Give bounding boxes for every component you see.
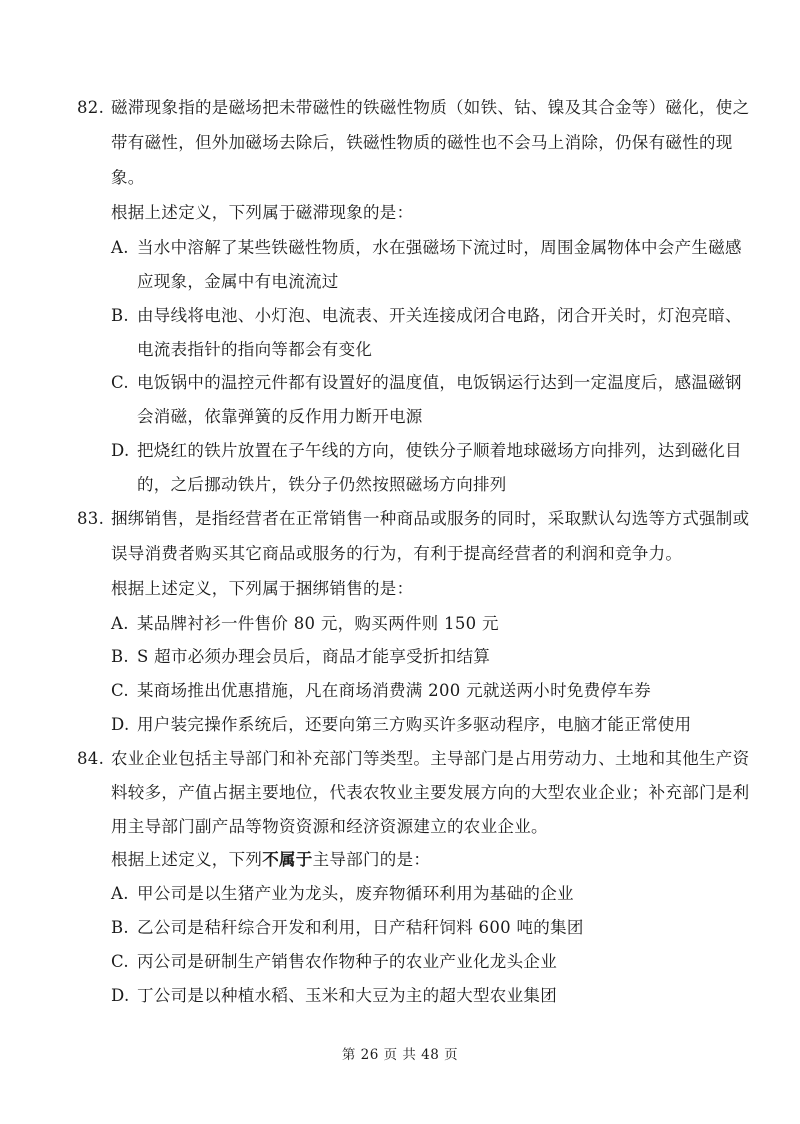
prompt-emphasis: 不属于 [262,850,313,869]
option-letter-c: C. [111,373,129,392]
option-a-text: 某品牌衬衫一件售价 80 元，购买两件则 150 元 [137,614,499,633]
question-prompt [111,202,413,224]
question-stem-line: 磁滞现象指的是磁场把未带磁性的铁磁性物质（如铁、钴、镍及其合金等）磁化，使之 [111,98,750,117]
option-letter-a: A. [111,884,129,903]
option-c-text: 丙公司是研制生产销售农作物种子的农业产业化龙头企业 [137,952,557,971]
question-stem-line: 料较多，产值占据主要地位，代表农牧业主要发展方向的大型农业企业；补充部门是利 [111,783,750,802]
option-b-text: 乙公司是秸秆综合开发和利用，日产秸秆饲料 600 吨的集团 [137,918,584,937]
option-b-text: 由导线将电池、小灯泡、电流表、开关连接成闭合电路，闭合开关时，灯泡亮暗、 [137,306,742,325]
page-footer: 第 26 页 共 48 页 [341,1047,459,1063]
option-c-text-cont: 会消磁，依靠弹簧的反作用力断开电源 [137,407,423,426]
question-stem-line: 带有磁性，但外加磁场去除后，铁磁性物质的磁性也不会马上消除，仍保有磁性的现 [111,133,733,152]
option-c-text: 电饭锅中的温控元件都有设置好的温度值，电饭锅运行达到一定温度后，感温磁钢 [137,373,742,392]
option-letter-c: C. [111,952,129,971]
option-b-text: S 超市必须办理会员后，商品才能享受折扣结算 [137,647,491,666]
option-b-text-cont: 电流表指针的指向等都会有变化 [137,340,373,359]
option-a-text: 甲公司是以生猪产业为龙头，废弃物循环利用为基础的企业 [137,884,574,903]
option-letter-d: D. [111,441,130,460]
option-letter-b: B. [111,647,129,666]
question-stem-line: 用主导部门副产品等物资资源和经济资源建立的农业企业。 [111,817,548,836]
option-letter-d: D. [111,986,130,1005]
question-number: 82. [77,98,105,117]
option-letter-a: A. [111,614,129,633]
option-a-text: 当水中溶解了某些铁磁性物质，水在强磁场下流过时，周围金属物体中会产生磁感 [137,238,742,257]
option-letter-c: C. [111,681,129,700]
question-stem-line: 捆绑销售，是指经营者在正常销售一种商品或服务的同时，采取默认勾选等方式强制或 [111,509,750,528]
prompt-text: 根据上述定义，下列 [111,850,263,869]
option-d-text: 丁公司是以种植水稻、玉米和大豆为主的超大型农业集团 [137,986,557,1005]
question-stem-line: 象。 [111,168,145,187]
question-prompt [111,849,430,871]
option-letter-b: B. [111,918,129,937]
option-d-text: 用户装完操作系统后，还要向第三方购买许多驱动程序，电脑才能正常使用 [137,715,692,734]
option-d-text: 把烧红的铁片放置在子午线的方向，使铁分子顺着地球磁场方向排列，达到磁化目 [137,441,742,460]
prompt-text: 根据上述定义，下列属于磁滞现象的是： [111,203,414,222]
option-c-text: 某商场推出优惠措施，凡在商场消费满 200 元就送两小时免费停车券 [137,681,651,700]
prompt-text: 根据上述定义，下列属于捆绑销售的是： [111,579,414,598]
question-number: 83. [77,509,105,528]
prompt-text-after: 主导部门的是： [312,850,431,869]
option-letter-b: B. [111,306,129,325]
option-letter-a: A. [111,238,129,257]
question-number: 84. [77,749,105,768]
option-a-text-cont: 应现象，金属中有电流流过 [137,272,339,291]
question-stem-line: 误导消费者购买其它商品或服务的行为，有利于提高经营者的利润和竞争力。 [111,544,683,563]
question-prompt [111,578,413,600]
question-stem-line: 农业企业包括主导部门和补充部门等类型。主导部门是占用劳动力、土地和其他生产资 [111,749,750,768]
option-letter-d: D. [111,715,130,734]
option-d-text-cont: 的，之后挪动铁片，铁分子仍然按照磁场方向排列 [137,475,507,494]
